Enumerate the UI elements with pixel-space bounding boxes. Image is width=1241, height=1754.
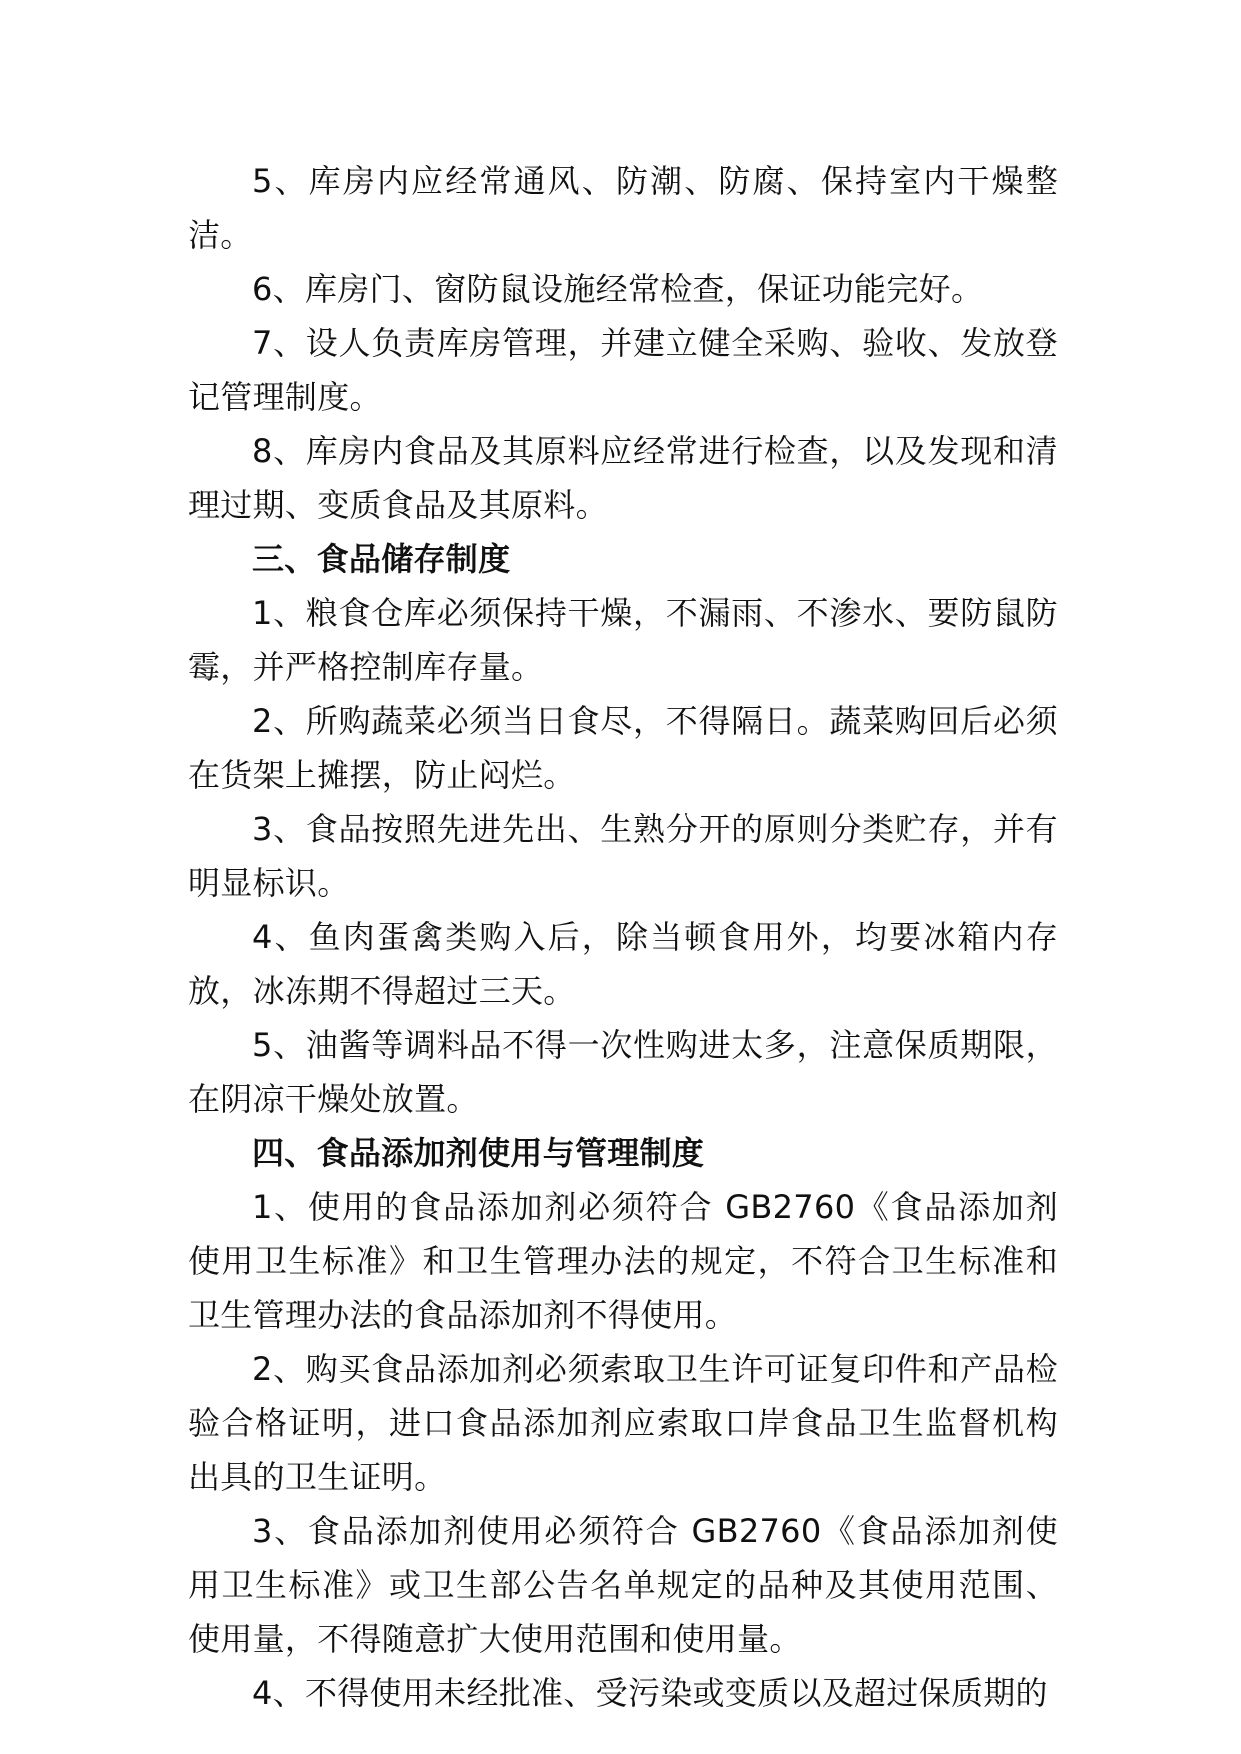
paragraph-food-storage-3: 3、食品按照先进先出、生熟分开的原则分类贮存，并有明显标识。 [188, 810, 1058, 902]
paragraph-food-storage-5: 5、油酱等调料品不得一次性购进太多，注意保质期限，在阴凉干燥处放置。 [188, 1026, 1058, 1118]
paragraph-additives-2: 2、购买食品添加剂必须索取卫生许可证复印件和产品检验合格证明，进口食品添加剂应索取口岸食品卫生监督机构出具的卫生证明。 [188, 1350, 1058, 1496]
paragraph-storage-6: 6、库房门、窗防鼠设施经常检查，保证功能完好。 [252, 270, 984, 308]
document-page [188, 154, 1058, 1720]
paragraph-additives-3: 3、食品添加剂使用必须符合 GB2760《食品添加剂使用卫生标准》或卫生部公告名单规定的品种及其使用范围、使用量，不得随意扩大使用范围和使用量。 [188, 1512, 1058, 1658]
paragraph-storage-7: 7、设人负责库房管理，并建立健全采购、验收、发放登记管理制度。 [188, 324, 1058, 416]
paragraph-storage-5: 5、库房内应经常通风、防潮、防腐、保持室内干燥整洁。 [188, 162, 1058, 254]
paragraph-additives-4: 4、不得使用未经批准、受污染或变质以及超过保质期的 [252, 1674, 1048, 1712]
paragraph-food-storage-4: 4、鱼肉蛋禽类购入后，除当顿食用外，均要冰箱内存放，冰冻期不得超过三天。 [188, 918, 1058, 1010]
paragraph-food-storage-2: 2、所购蔬菜必须当日食尽，不得隔日。蔬菜购回后必须在货架上摊摆，防止闷烂。 [188, 702, 1058, 794]
paragraph-food-storage-1: 1、粮食仓库必须保持干燥，不漏雨、不渗水、要防鼠防霉，并严格控制库存量。 [188, 594, 1058, 686]
section-heading-food-storage: 三、食品储存制度 [252, 540, 511, 578]
paragraph-additives-1: 1、使用的食品添加剂必须符合 GB2760《食品添加剂使用卫生标准》和卫生管理办法的规定，不符合卫生标准和卫生管理办法的食品添加剂不得使用。 [188, 1188, 1058, 1334]
section-heading-food-additives: 四、食品添加剂使用与管理制度 [252, 1134, 705, 1172]
paragraph-storage-8: 8、库房内食品及其原料应经常进行检查，以及发现和清理过期、变质食品及其原料。 [188, 432, 1058, 524]
